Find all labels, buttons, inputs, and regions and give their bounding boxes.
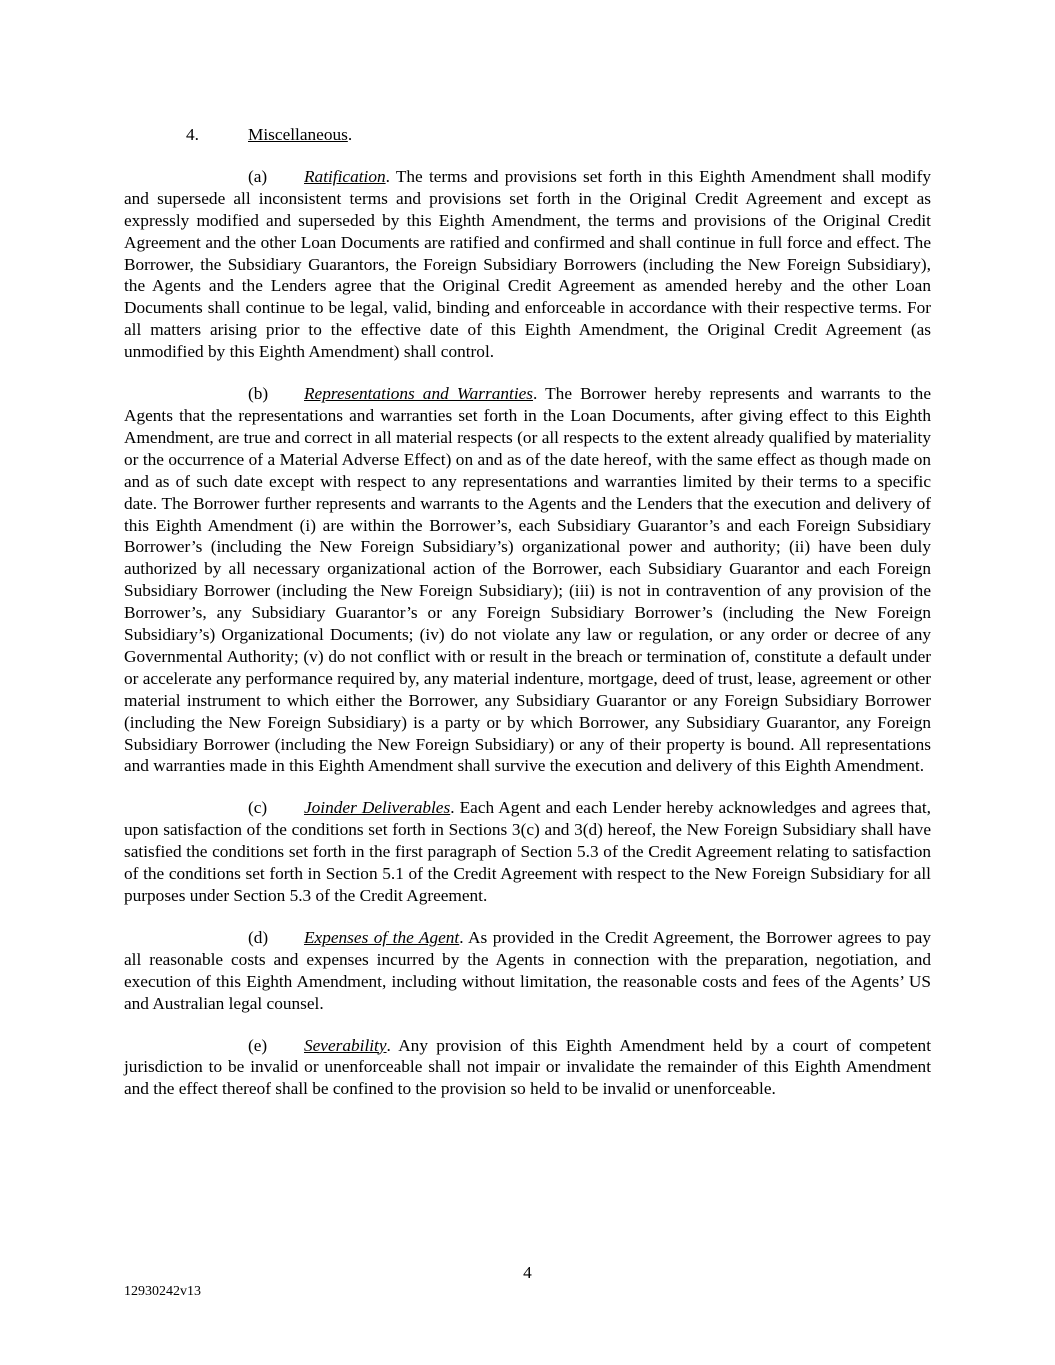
paragraph-severability [124,1035,931,1101]
paragraph-representations [124,383,931,777]
paragraph-caption: Representations and Warranties [304,384,534,404]
section-title: Miscellaneous [248,125,348,144]
section-number: 4. [186,125,199,144]
paragraph-caption: Severability [304,1035,387,1055]
document-id: 12930242v13 [124,1284,201,1299]
paragraph-text: . As provided in the Credit Agreement, the Borrower agrees to pay all reasonable costs and expenses incurred by the Agents in connection with the preparation, negotiation, and execution of this Eighth Amendment, including without limitation, the reasonable costs and fees of the Agents’ US and Australian legal counsel. [124,927,931,1013]
paragraph-label: (c) [248,798,268,818]
paragraph-joinder [124,797,931,907]
paragraph-label: (a) [248,166,268,186]
paragraph-text: . The Borrower hereby represents and warrants to the Agents that the representations and warranties set forth in the Loan Documents, after giving effect to this Eighth Amendment, are true and correct in all material respects (or all respects to the extent already qualified by materiality or the occurrence of a Material Adverse Effect) on and as of the date hereof, with the same effect as though made on and as of such date except with respect to any representations and warranties limited by their terms to a specific date. The Borrower further represents and warrants to the Agents and the Lenders that the execution and delivery of this Eighth Amendment (i) are within the Borrower’s, each Subsidiary Guarantor’s and each Foreign Subsidiary Borrower’s (including the New Foreign Subsidiary’s) organizational power and authority; (ii) have been duly authorized by all necessary organizational action of the Borrower, each Subsidiary Guarantor and each Foreign Subsidiary Borrower (including the New Foreign Subsidiary); (iii) is not in contravention of any provision of the Borrower’s, any Subsidiary Guarantor’s or any Foreign Subsidiary Borrower’s (including the New Foreign Subsidiary’s) Organizational Documents; (iv) do not violate any law or regulation, or any order or decree of any Governmental Authority; (v) do not conflict with or result in the breach or termination of, constitute a default under or accelerate any performance required by, any material indenture, mortgage, deed of trust, lease, agreement or other material instrument to which either the Borrower, any Subsidiary Guarantor or any Foreign Subsidiary Borrower (including the New Foreign Subsidiary) is a party or by which Borrower, any Subsidiary Guarantor, any Foreign Subsidiary Borrower (including the New Foreign Subsidiary) or any of their property is bound. All representations and warranties made in this Eighth Amendment shall survive the execution and delivery of this Eighth Amendment. [124,384,931,776]
paragraph-label: (b) [248,384,269,404]
paragraph-expenses [124,927,931,1015]
section-heading: 4. Miscellaneous. [186,125,353,144]
document-page [124,124,931,1120]
paragraph-label: (d) [248,927,269,947]
paragraph-caption: Ratification [304,166,386,186]
paragraph-text: . Each Agent and each Lender hereby acknowledges and agrees that, upon satisfaction of the conditions set forth in Sections 3(c) and 3(d) hereof, the New Foreign Subsidiary shall have satisfied the conditions set forth in the first paragraph of Section 5.3 of the Credit Agreement relating to satisfaction of the conditions set forth in Section 5.1 of the Credit Agreement with respect to the New Foreign Subsidiary for all purposes under Section 5.3 of the Credit Agreement. [124,798,931,905]
paragraph-ratification [124,166,931,363]
paragraph-caption: Joinder Deliverables [304,798,451,818]
paragraph-text: . Any provision of this Eighth Amendment held by a court of competent jurisdiction to be invalid or unenforceable shall not impair or invalidate the remainder of this Eighth Amendment and the effect thereof shall be confined to the provision so held to be invalid or unenforceable. [124,1035,931,1099]
paragraph-caption: Expenses of the Agent [304,927,460,947]
paragraph-label: (e) [248,1035,268,1055]
page-number: 4 [523,1263,532,1282]
paragraph-text: . The terms and provisions set forth in this Eighth Amendment shall modify and supersede all inconsistent terms and provisions set forth in the Original Credit Agreement and except as expressly modified and superseded by this Eighth Amendment, the terms and provisions of the Original Credit Agreement and the other Loan Documents are ratified and confirmed and shall continue in full force and effect. The Borrower, the Subsidiary Guarantors, the Foreign Subsidiary Borrowers (including the New Foreign Subsidiary), the Agents and the Lenders agree that the Original Credit Agreement as amended hereby and the other Loan Documents shall continue to be legal, valid, binding and enforceable in accordance with their respective terms. For all matters arising prior to the effective date of this Eighth Amendment, the Original Credit Agreement (as unmodified by this Eighth Amendment) shall control. [124,166,931,362]
